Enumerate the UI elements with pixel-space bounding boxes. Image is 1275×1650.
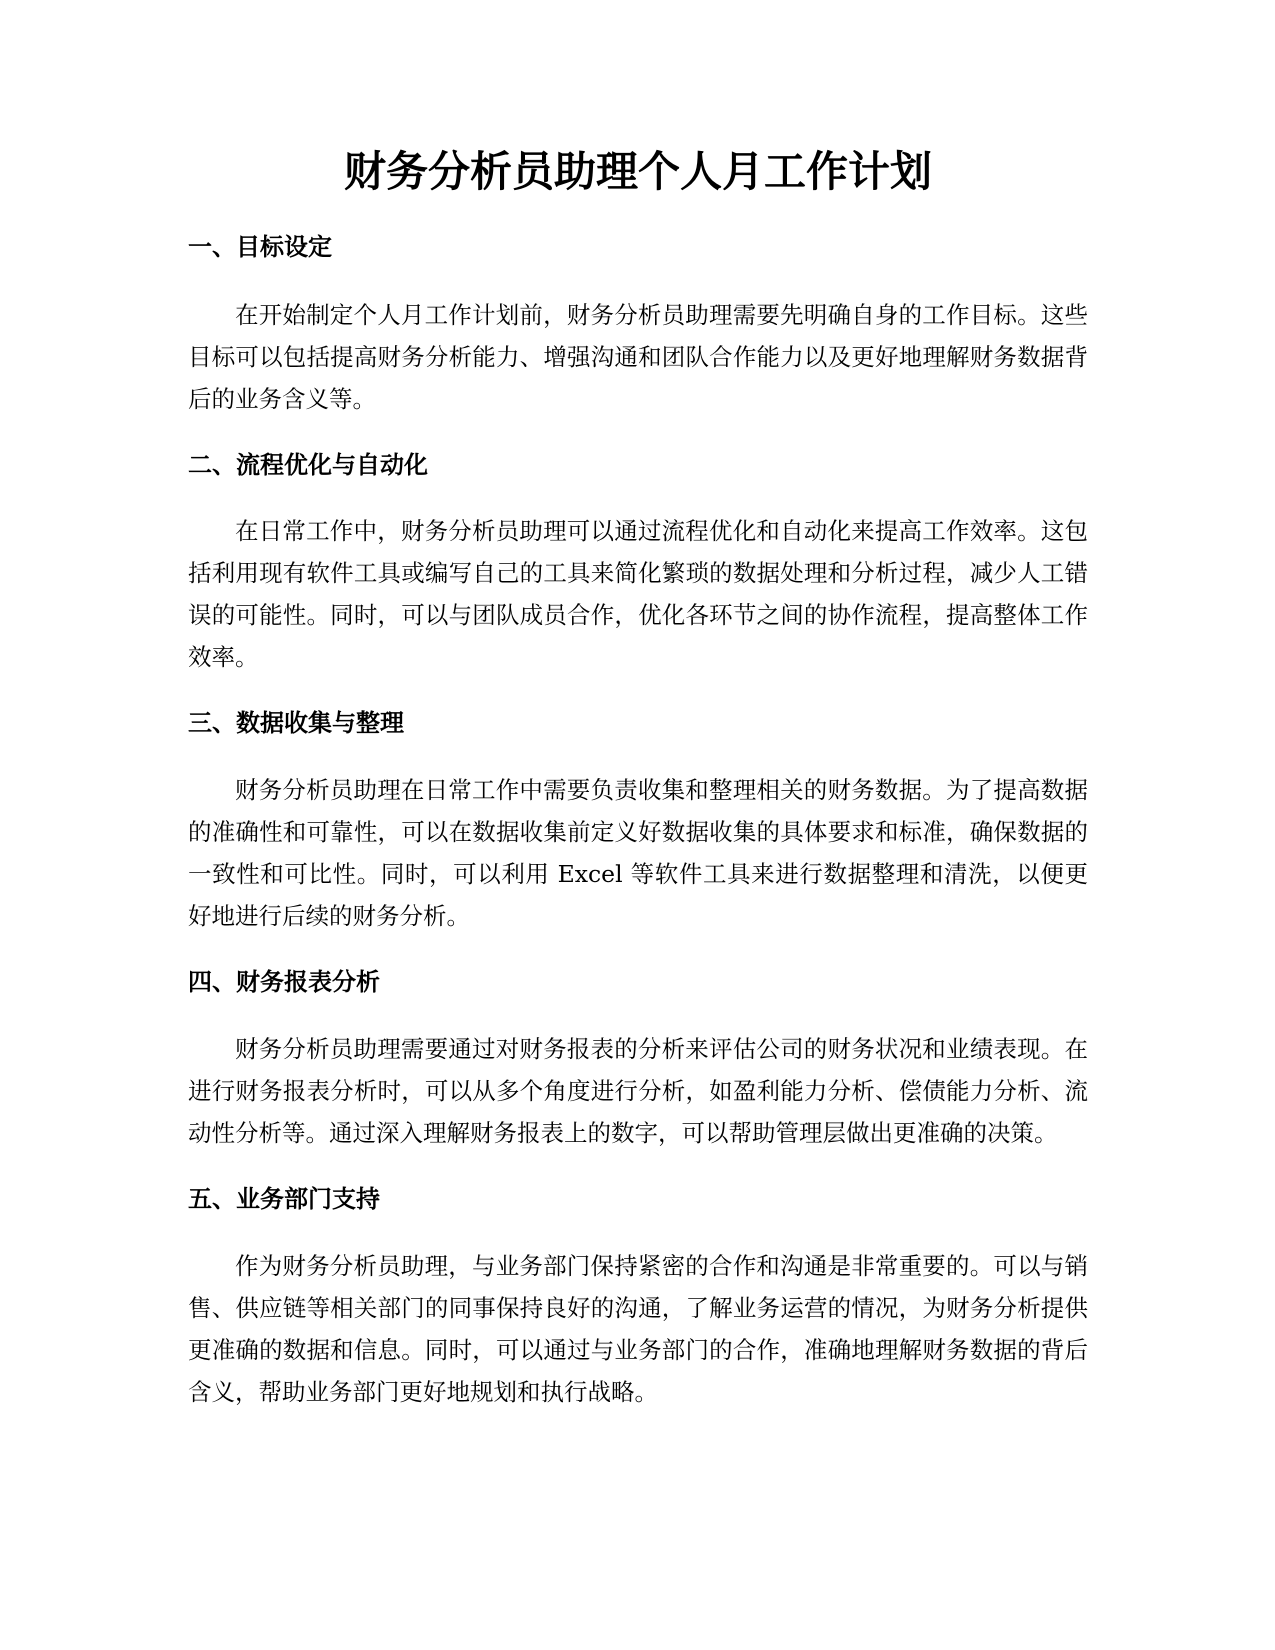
section-paragraph: 在开始制定个人月工作计划前，财务分析员助理需要先明确自身的工作目标。这些目标可以包括提高财务分析能力、增强沟通和团队合作能力以及更好地理解财务数据背后的业务含义等。	[188, 301, 1088, 413]
section-heading: 三、数据收集与整理	[188, 709, 404, 737]
section-heading: 四、财务报表分析	[188, 968, 380, 996]
section-heading: 二、流程优化与自动化	[188, 451, 428, 479]
section-goal-setting	[188, 231, 1088, 420]
section-business-support	[188, 1183, 1088, 1413]
document-body	[188, 144, 1088, 1413]
section-paragraph: 财务分析员助理需要通过对财务报表的分析来评估公司的财务状况和业绩表现。在进行财务报表分析时，可以从多个角度进行分析，如盈利能力分析、偿债能力分析、流动性分析等。通过深入理解财务报表上的数字，可以帮助管理层做出更准确的决策。	[188, 1035, 1088, 1147]
section-paragraph: 作为财务分析员助理，与业务部门保持紧密的合作和沟通是非常重要的。可以与销售、供应链等相关部门的同事保持良好的沟通，了解业务运营的情况，为财务分析提供更准确的数据和信息。同时，可以通过与业务部门的合作，准确地理解财务数据的背后含义，帮助业务部门更好地规划和执行战略。	[188, 1252, 1088, 1406]
document-title: 财务分析员助理个人月工作计划	[343, 147, 932, 196]
section-financial-statement-analysis	[188, 966, 1088, 1154]
section-heading: 一、目标设定	[188, 233, 332, 261]
section-data-collection	[188, 707, 1088, 937]
section-heading: 五、业务部门支持	[188, 1185, 380, 1213]
section-paragraph: 在日常工作中，财务分析员助理可以通过流程优化和自动化来提高工作效率。这包括利用现有软件工具或编写自己的工具来简化繁琐的数据处理和分析过程，减少人工错误的可能性。同时，可以与团队成员合作，优化各环节之间的协作流程，提高整体工作效率。	[188, 517, 1088, 671]
section-paragraph: 财务分析员助理在日常工作中需要负责收集和整理相关的财务数据。为了提高数据的准确性和可靠性，可以在数据收集前定义好数据收集的具体要求和标准，确保数据的一致性和可比性。同时，可以利用 Excel 等软件工具来进行数据整理和清洗，以便更好地进行后续的财务分析。	[188, 776, 1088, 930]
section-process-optimization	[188, 449, 1088, 678]
